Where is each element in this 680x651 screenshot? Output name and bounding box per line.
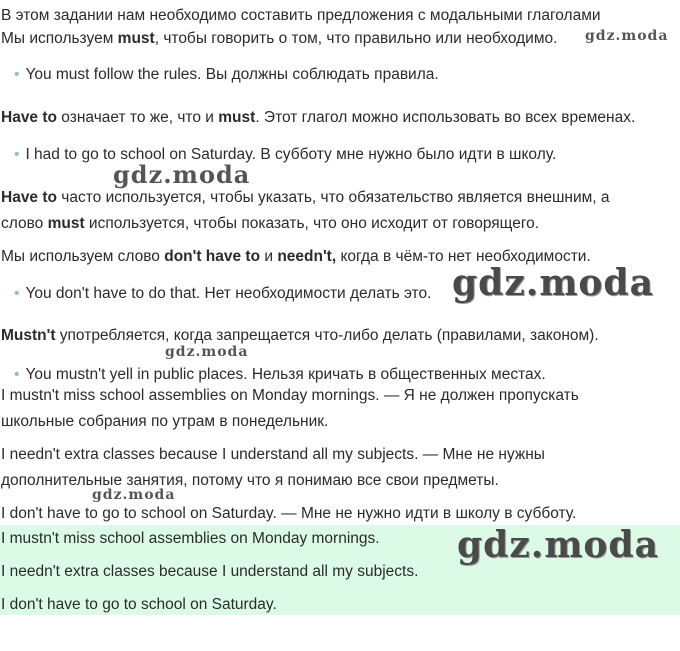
haveto-paragraph-3: слово must используется, чтобы показать, что оно исходит от говорящего. [1,215,540,232]
example-2-line-1: I needn't extra classes because I understand all my subjects. — Мне не нужны [1,446,545,463]
bullet-example-mustnt: • You mustn't yell in public places. Нельзя кричать в общественных местах. [14,363,546,387]
bullet-example-dont-have-to: • You don't have to do that. Нет необходимости делать это. [14,282,431,306]
bullet-example-must: • You must follow the rules. Вы должны соблюдать правила. [14,63,439,87]
answer-3: I don't have to go to school on Saturday. [1,596,277,613]
example-2-line-2: дополнительные занятия, потому что я понимаю все свои предметы. [1,472,499,489]
bullet-example-had-to: • I had to go to school on Saturday. В субботу мне нужно было идти в школу. [14,143,556,167]
watermark: gdz.moda [585,28,669,44]
example-1-line-1: I mustn't miss school assemblies on Monday mornings. — Я не должен пропускать [1,387,579,404]
example-1-line-2: школьные собрания по утрам в понедельник. [1,413,329,430]
watermark: gdz.moda [452,262,654,304]
watermark: gdz.moda [457,524,659,566]
intro-line-1: В этом задании нам необходимо составить предложения с модальными глаголами [1,7,601,24]
haveto-paragraph-2: Have to часто используется, чтобы указать, что обязательство является внешним, а [1,189,610,206]
watermark: gdz.moda [165,344,249,360]
answer-1: I mustn't miss school assemblies on Monday mornings. [1,530,380,547]
mustnt-paragraph: Mustn't употребляется, когда запрещается что-либо делать (правилами, законом). [1,327,599,344]
haveto-paragraph-1: Have to означает то же, что и must. Этот глагол можно использовать во всех временах. [1,109,636,126]
watermark: gdz.moda [113,160,251,189]
intro-line-2: Мы используем must, чтобы говорить о том, что правильно или необходимо. [1,30,558,47]
answer-2: I needn't extra classes because I understand all my subjects. [1,563,419,580]
example-3: I don't have to go to school on Saturday. — Мне не нужно идти в школу в субботу. [1,505,577,522]
dont-have-to-paragraph: Мы используем слово don't have to и needn't, когда в чём-то нет необходимости. [1,248,591,265]
watermark: gdz.moda [92,487,176,503]
